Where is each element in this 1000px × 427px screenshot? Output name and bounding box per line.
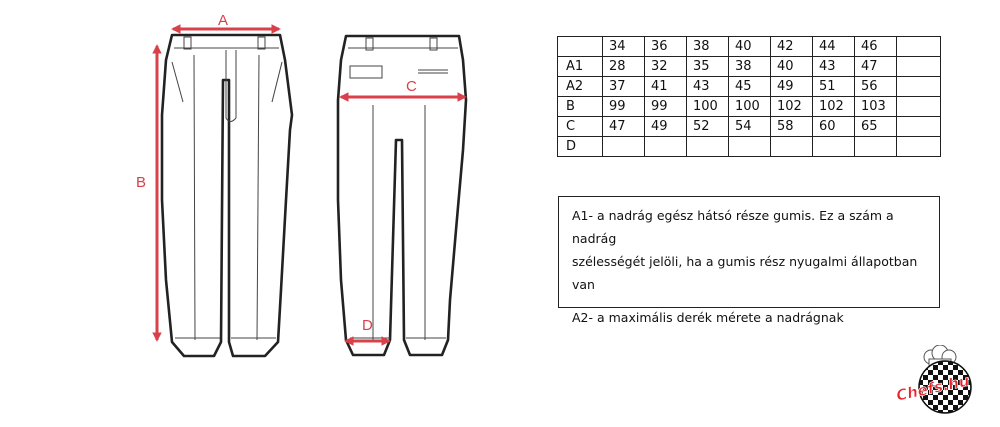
size-header-cell: 36 [645, 37, 687, 57]
table-cell: 49 [645, 117, 687, 137]
table-cell [897, 37, 941, 57]
size-header-cell: 46 [855, 37, 897, 57]
table-cell [603, 137, 645, 157]
note-a2: A2- a maximális derék mérete a nadrágnak [572, 310, 844, 325]
note-a1-line2: szélességét jelöli, ha a gumis rész nyugalmi állapotban van [572, 254, 918, 292]
row-label: B [558, 97, 603, 117]
table-cell [897, 137, 941, 157]
table-cell: 47 [855, 57, 897, 77]
table-row [558, 117, 941, 137]
table-cell: 45 [729, 77, 771, 97]
size-table [557, 36, 941, 157]
table-cell: 103 [855, 97, 897, 117]
table-cell: 32 [645, 57, 687, 77]
table-cell: 102 [771, 97, 813, 117]
table-cell: 47 [603, 117, 645, 137]
row-label: A1 [558, 57, 603, 77]
table-cell: 51 [813, 77, 855, 97]
table-cell: 100 [729, 97, 771, 117]
table-row [558, 97, 941, 117]
size-header-cell: 44 [813, 37, 855, 57]
size-header-cell: 42 [771, 37, 813, 57]
table-cell: 102 [813, 97, 855, 117]
table-cell: 52 [687, 117, 729, 137]
table-cell: 40 [771, 57, 813, 77]
table-cell: 99 [645, 97, 687, 117]
dimension-b-label: B [136, 174, 147, 191]
dimension-d-label: D [362, 317, 373, 334]
row-label: A2 [558, 77, 603, 97]
table-cell: 43 [687, 77, 729, 97]
row-label: C [558, 117, 603, 137]
logo-text: Chefs.hu [894, 371, 972, 405]
table-cell [558, 37, 603, 57]
table-row [558, 137, 941, 157]
table-cell: 100 [687, 97, 729, 117]
size-header-cell: 38 [687, 37, 729, 57]
table-cell: 58 [771, 117, 813, 137]
table-cell [897, 97, 941, 117]
table-cell: 56 [855, 77, 897, 97]
size-header-row [558, 37, 941, 57]
table-cell: 37 [603, 77, 645, 97]
dimension-a-label: A [218, 12, 229, 29]
size-header-cell: 40 [729, 37, 771, 57]
table-row [558, 77, 941, 97]
table-cell: 43 [813, 57, 855, 77]
table-row [558, 57, 941, 77]
chefs-logo [893, 345, 993, 415]
table-cell [687, 137, 729, 157]
table-cell: 28 [603, 57, 645, 77]
table-cell [771, 137, 813, 157]
dimension-c-label: C [406, 78, 417, 95]
table-cell: 35 [687, 57, 729, 77]
size-header-cell: 34 [603, 37, 645, 57]
note-a1-line1: A1- a nadrág egész hátsó része gumis. Ez a szám a nadrág [572, 208, 894, 246]
row-label: D [558, 137, 603, 157]
table-cell: 49 [771, 77, 813, 97]
table-cell: 41 [645, 77, 687, 97]
table-cell: 54 [729, 117, 771, 137]
table-cell [645, 137, 687, 157]
table-cell [813, 137, 855, 157]
table-cell: 38 [729, 57, 771, 77]
table-cell: 60 [813, 117, 855, 137]
table-cell: 65 [855, 117, 897, 137]
pants-back-view [338, 36, 466, 355]
table-cell: 99 [603, 97, 645, 117]
table-cell [729, 137, 771, 157]
table-cell [897, 117, 941, 137]
table-cell [897, 57, 941, 77]
table-cell [897, 77, 941, 97]
table-cell [855, 137, 897, 157]
notes-box [558, 196, 940, 325]
pants-front-view [162, 35, 292, 356]
